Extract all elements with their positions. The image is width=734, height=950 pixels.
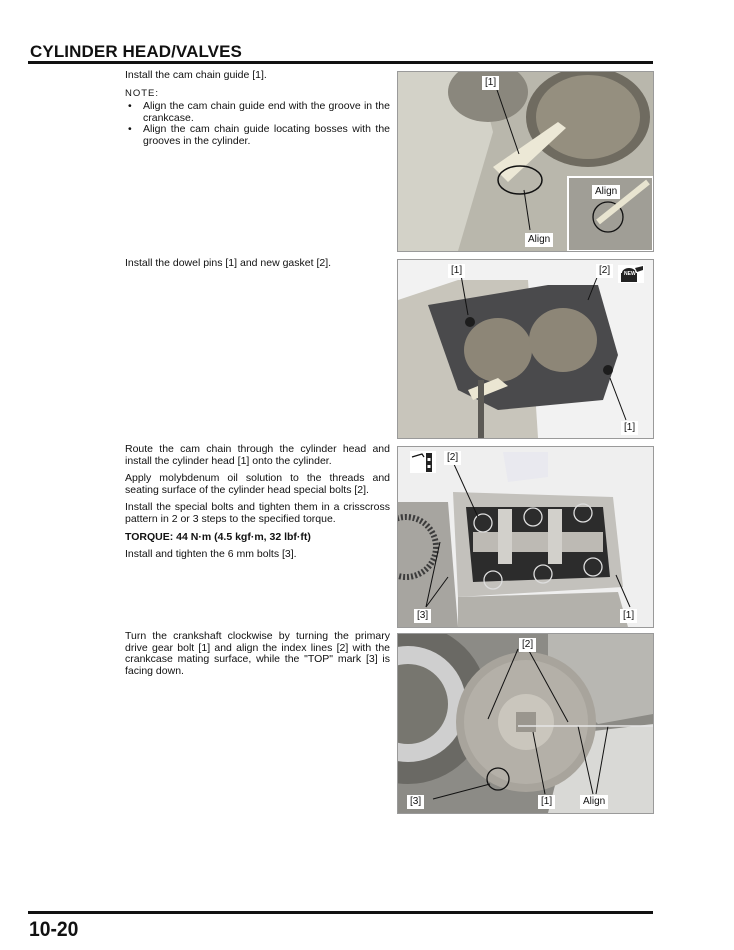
callout-1: [1] [620,609,637,623]
step-2-text [125,258,390,276]
callout-2: [2] [596,264,613,278]
callout-2: [2] [519,638,536,652]
figure-cylinder-head [397,446,654,628]
step-3-instruction: Install the special bolts and tighten them in a crisscross pattern in 2 or 3 steps to the specified torque. [125,501,390,525]
molybdenum-oil-icon [410,451,436,473]
new-part-icon [618,265,644,283]
step-3-instruction: Apply molybdenum oil solution to the threads and seating surface of the cylinder head special bolts [2]. [125,472,390,496]
note-bullet: • Align the cam chain guide locating bosses with the grooves in the cylinder. [128,123,390,147]
footer-rule [28,911,653,914]
svg-text:NEW: NEW [624,271,636,277]
callout-align: Align [592,185,620,199]
note-label: NOTE: [125,87,160,99]
figure-crankshaft-gear [397,633,654,814]
callout-3: [3] [414,609,431,623]
cam-chain-guide-photo [398,72,653,251]
torque-spec: TORQUE: 44 N·m (4.5 kgf·m, 32 lbf·ft) [125,530,311,543]
cylinder-head-photo [398,447,653,627]
step-4-instruction: Turn the crankshaft clockwise by turning the primary drive gear bolt [1] and align the index lines [2] with the crankcase mating surface, while the "TOP" mark [3] is facing down. [125,630,390,677]
figure-dowel-pins-gasket [397,259,654,439]
callout-align: Align [525,233,553,247]
crankshaft-gear-photo [398,634,653,813]
header-rule [28,61,653,64]
note-bullet: • Align the cam chain guide end with the groove in the crankcase. [128,100,390,124]
step-3-instruction: Install and tighten the 6 mm bolts [3]. [125,548,297,561]
section-title: CYLINDER HEAD/VALVES [30,42,243,61]
figure-cam-chain-guide [397,71,654,252]
callout-1: [1] [482,76,499,90]
callout-1: [1] [448,264,465,278]
step-1-text [125,70,390,148]
step-3-instruction: Route the cam chain through the cylinder head and install the cylinder head [1] onto the cylinder. [125,443,390,467]
step-3-text [125,444,390,567]
callout-2: [2] [444,451,461,465]
page-number: 10-20 [29,918,79,941]
step-4-text [125,631,390,683]
callout-1: [1] [538,795,555,809]
callout-align: Align [580,795,608,809]
callout-1: [1] [621,421,638,435]
callout-3: [3] [407,795,424,809]
step-2-instruction: Install the dowel pins [1] and new gasket [2]. [125,257,332,269]
step-1-instruction: Install the cam chain guide [1]. [125,69,267,81]
gasket-photo [398,260,653,438]
